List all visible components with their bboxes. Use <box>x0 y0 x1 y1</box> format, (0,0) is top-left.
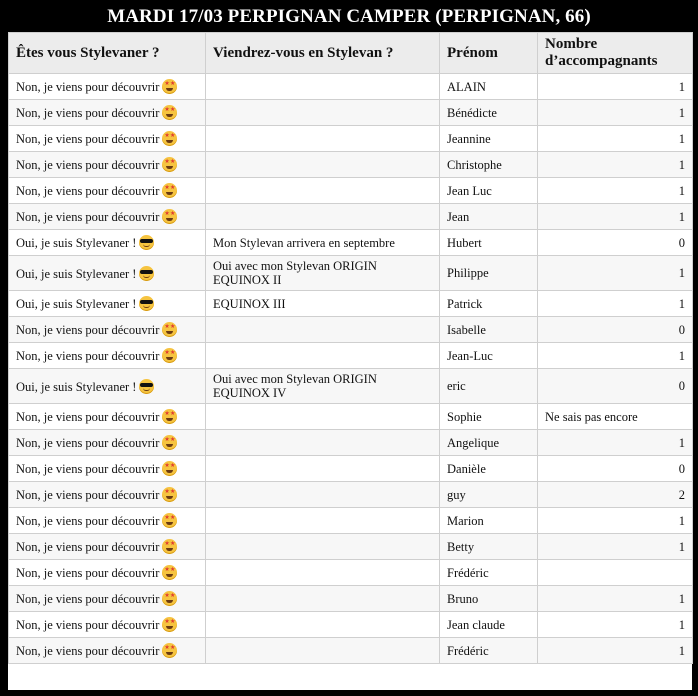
star-struck-emoji-icon <box>162 591 177 606</box>
cell-prenom: Betty <box>440 534 538 560</box>
cell-stylevaner <box>9 369 206 404</box>
table-row <box>9 100 693 126</box>
cell-prenom: Sophie <box>440 404 538 430</box>
cell-accompagnants: 0 <box>538 369 693 404</box>
cell-prenom: Hubert <box>440 230 538 256</box>
cell-stylevaner <box>9 404 206 430</box>
table-row <box>9 404 693 430</box>
cell-stylevan <box>206 508 440 534</box>
table-row <box>9 638 693 664</box>
cell-accompagnants: 1 <box>538 126 693 152</box>
header-accompagnants: Nombre d’accompagnants <box>538 33 693 74</box>
table-row <box>9 152 693 178</box>
table-row <box>9 256 693 291</box>
cell-accompagnants: 1 <box>538 638 693 664</box>
sunglasses-emoji-icon <box>139 296 154 311</box>
cell-stylevaner <box>9 291 206 317</box>
cell-accompagnants: 1 <box>538 291 693 317</box>
star-struck-emoji-icon <box>162 539 177 554</box>
star-struck-emoji-icon <box>162 513 177 528</box>
cell-stylevan: Oui avec mon Stylevan ORIGIN EQUINOX II <box>206 256 440 291</box>
table-row <box>9 178 693 204</box>
cell-accompagnants: 0 <box>538 456 693 482</box>
cell-stylevan <box>206 638 440 664</box>
cell-stylevaner-text: Non, je viens pour découvrir <box>16 349 160 363</box>
cell-stylevaner-text: Oui, je suis Stylevaner ! <box>16 236 137 250</box>
table-row <box>9 482 693 508</box>
cell-accompagnants: 1 <box>538 204 693 230</box>
header-viendrez-vous: Viendrez-vous en Stylevan ? <box>206 33 440 74</box>
cell-accompagnants: 1 <box>538 100 693 126</box>
table-row <box>9 560 693 586</box>
star-struck-emoji-icon <box>162 461 177 476</box>
header-stylevaner: Êtes vous Stylevaner ? <box>9 33 206 74</box>
cell-stylevaner <box>9 256 206 291</box>
cell-stylevaner <box>9 126 206 152</box>
star-struck-emoji-icon <box>162 322 177 337</box>
cell-stylevaner-text: Non, je viens pour découvrir <box>16 80 160 94</box>
cell-prenom: Jean claude <box>440 612 538 638</box>
table-row <box>9 343 693 369</box>
cell-prenom: guy <box>440 482 538 508</box>
cell-accompagnants <box>538 560 693 586</box>
cell-prenom: Danièle <box>440 456 538 482</box>
star-struck-emoji-icon <box>162 183 177 198</box>
table-row <box>9 456 693 482</box>
registrations-table <box>8 32 693 664</box>
cell-stylevaner <box>9 230 206 256</box>
cell-accompagnants: 0 <box>538 230 693 256</box>
cell-stylevaner <box>9 204 206 230</box>
cell-prenom: Christophe <box>440 152 538 178</box>
cell-stylevaner <box>9 586 206 612</box>
star-struck-emoji-icon <box>162 435 177 450</box>
table-row <box>9 586 693 612</box>
cell-prenom: Philippe <box>440 256 538 291</box>
cell-stylevaner-text: Non, je viens pour découvrir <box>16 566 160 580</box>
cell-accompagnants: Ne sais pas encore <box>538 404 693 430</box>
cell-prenom: Jean <box>440 204 538 230</box>
cell-accompagnants: 1 <box>538 430 693 456</box>
table-row <box>9 508 693 534</box>
cell-stylevaner <box>9 638 206 664</box>
cell-stylevaner-text: Non, je viens pour découvrir <box>16 323 160 337</box>
star-struck-emoji-icon <box>162 565 177 580</box>
cell-stylevan <box>206 152 440 178</box>
cell-stylevan <box>206 456 440 482</box>
cell-stylevaner-text: Non, je viens pour découvrir <box>16 488 160 502</box>
cell-stylevaner <box>9 612 206 638</box>
cell-stylevaner <box>9 534 206 560</box>
cell-prenom: Jeannine <box>440 126 538 152</box>
cell-accompagnants: 1 <box>538 508 693 534</box>
table-row <box>9 317 693 343</box>
table-header-row <box>9 33 693 74</box>
header-prenom: Prénom <box>440 33 538 74</box>
cell-stylevan <box>206 126 440 152</box>
table-row <box>9 534 693 560</box>
page-title: MARDI 17/03 PERPIGNAN CAMPER (PERPIGNAN, 66) <box>107 6 591 27</box>
cell-stylevaner-text: Non, je viens pour découvrir <box>16 644 160 658</box>
sunglasses-emoji-icon <box>139 266 154 281</box>
table-row <box>9 430 693 456</box>
cell-stylevaner-text: Non, je viens pour découvrir <box>16 132 160 146</box>
cell-stylevan <box>206 404 440 430</box>
cell-stylevaner-text: Non, je viens pour découvrir <box>16 210 160 224</box>
star-struck-emoji-icon <box>162 348 177 363</box>
star-struck-emoji-icon <box>162 487 177 502</box>
cell-stylevaner-text: Non, je viens pour découvrir <box>16 158 160 172</box>
cell-stylevan <box>206 74 440 100</box>
cell-stylevan <box>206 612 440 638</box>
cell-stylevaner-text: Non, je viens pour découvrir <box>16 106 160 120</box>
cell-prenom: Bruno <box>440 586 538 612</box>
cell-stylevaner <box>9 100 206 126</box>
cell-accompagnants: 1 <box>538 586 693 612</box>
cell-stylevaner-text: Non, je viens pour découvrir <box>16 540 160 554</box>
cell-prenom: ALAIN <box>440 74 538 100</box>
cell-prenom: Isabelle <box>440 317 538 343</box>
cell-prenom: Frédéric <box>440 560 538 586</box>
cell-accompagnants: 1 <box>538 612 693 638</box>
cell-stylevan: Oui avec mon Stylevan ORIGIN EQUINOX IV <box>206 369 440 404</box>
table-row <box>9 230 693 256</box>
cell-prenom: eric <box>440 369 538 404</box>
cell-stylevaner-text: Oui, je suis Stylevaner ! <box>16 379 137 394</box>
star-struck-emoji-icon <box>162 79 177 94</box>
cell-stylevaner <box>9 560 206 586</box>
cell-stylevan <box>206 343 440 369</box>
table-row <box>9 204 693 230</box>
cell-accompagnants: 1 <box>538 74 693 100</box>
cell-stylevan <box>206 482 440 508</box>
cell-stylevaner-text: Non, je viens pour découvrir <box>16 618 160 632</box>
cell-prenom: Bénédicte <box>440 100 538 126</box>
cell-stylevaner <box>9 74 206 100</box>
table-row <box>9 612 693 638</box>
cell-stylevan <box>206 317 440 343</box>
cell-prenom: Jean Luc <box>440 178 538 204</box>
cell-accompagnants: 1 <box>538 343 693 369</box>
cell-stylevan <box>206 586 440 612</box>
cell-stylevaner <box>9 317 206 343</box>
cell-stylevaner <box>9 430 206 456</box>
star-struck-emoji-icon <box>162 617 177 632</box>
table-row <box>9 369 693 404</box>
star-struck-emoji-icon <box>162 409 177 424</box>
cell-prenom: Jean-Luc <box>440 343 538 369</box>
table-row <box>9 126 693 152</box>
cell-stylevaner <box>9 178 206 204</box>
cell-stylevaner-text: Non, je viens pour découvrir <box>16 592 160 606</box>
star-struck-emoji-icon <box>162 643 177 658</box>
cell-stylevaner <box>9 343 206 369</box>
cell-prenom: Angelique <box>440 430 538 456</box>
star-struck-emoji-icon <box>162 131 177 146</box>
cell-prenom: Frédéric <box>440 638 538 664</box>
cell-stylevaner <box>9 456 206 482</box>
registrations-sheet <box>8 32 692 690</box>
cell-stylevan <box>206 204 440 230</box>
cell-stylevan: Mon Stylevan arrivera en septembre <box>206 230 440 256</box>
cell-stylevaner-text: Oui, je suis Stylevaner ! <box>16 266 137 281</box>
cell-accompagnants: 1 <box>538 256 693 291</box>
cell-stylevan: EQUINOX III <box>206 291 440 317</box>
sunglasses-emoji-icon <box>139 379 154 394</box>
table-body <box>9 74 693 664</box>
cell-stylevan <box>206 430 440 456</box>
cell-stylevaner-text: Non, je viens pour découvrir <box>16 514 160 528</box>
star-struck-emoji-icon <box>162 105 177 120</box>
cell-stylevaner <box>9 482 206 508</box>
cell-stylevan <box>206 178 440 204</box>
cell-stylevan <box>206 100 440 126</box>
cell-stylevan <box>206 560 440 586</box>
cell-stylevaner-text: Non, je viens pour découvrir <box>16 462 160 476</box>
cell-accompagnants: 0 <box>538 317 693 343</box>
table-row <box>9 291 693 317</box>
cell-accompagnants: 2 <box>538 482 693 508</box>
star-struck-emoji-icon <box>162 209 177 224</box>
cell-stylevaner-text: Non, je viens pour découvrir <box>16 436 160 450</box>
sunglasses-emoji-icon <box>139 235 154 250</box>
cell-stylevaner-text: Non, je viens pour découvrir <box>16 410 160 424</box>
cell-stylevaner <box>9 508 206 534</box>
star-struck-emoji-icon <box>162 157 177 172</box>
table-row <box>9 74 693 100</box>
cell-prenom: Patrick <box>440 291 538 317</box>
cell-accompagnants: 1 <box>538 152 693 178</box>
cell-stylevan <box>206 534 440 560</box>
cell-stylevaner-text: Oui, je suis Stylevaner ! <box>16 297 137 311</box>
cell-accompagnants: 1 <box>538 178 693 204</box>
cell-stylevaner <box>9 152 206 178</box>
cell-prenom: Marion <box>440 508 538 534</box>
cell-stylevaner-text: Non, je viens pour découvrir <box>16 184 160 198</box>
cell-accompagnants: 1 <box>538 534 693 560</box>
